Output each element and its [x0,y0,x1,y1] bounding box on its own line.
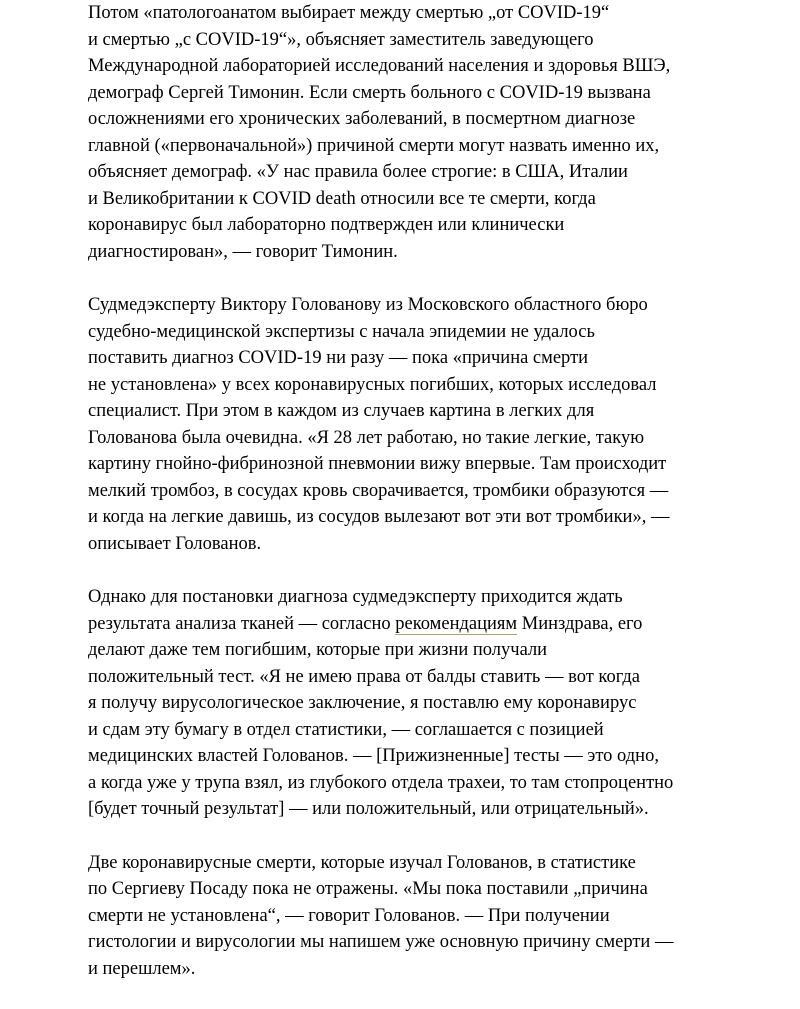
recommendations-link[interactable]: рекомендациям [395,613,518,634]
text-line: Потом «патологоанатом выбирает между смертью „от COVID-19“ [88,3,610,23]
text-line: осложнениями его хронических заболеваний, в посмертном диагнозе [88,109,636,129]
text-line: Две коронавирусные смерти, которые изучал Голованов, в статистике [88,852,636,873]
text-line: специалист. При этом в каждом из случаев картина в легких для [88,401,595,421]
text-line: демограф Сергей Тимонин. Если смерть больного с COVID-19 вызвана [88,82,651,103]
text-line: судебно-медицинской экспертизы с начала эпидемии не удалось [88,321,595,342]
text-line: и смертью „с COVID-19“», объясняет заместитель заведующего [88,29,594,50]
paragraph-2 [88,292,728,557]
text-line: я получу вирусологическое заключение, я поставлю ему коронавирус [88,693,637,713]
text-line: и перешлем». [88,958,196,979]
text-line: главной («первоначальной») причиной смерти могут назвать именно их, [88,135,660,156]
text-line: не установлена» у всех коронавирусных погибших, которых исследовал [88,374,657,395]
text-line: поставить диагноз COVID-19 ни разу — пока «причина смерти [88,348,589,368]
text-line: медицинских властей Голованов. — [Прижизненные] тесты — это одно, [88,746,659,766]
text-line: и Великобритании к COVID death относили все те смерти, когда [88,188,596,209]
article-body [88,0,728,1009]
text-line-with-link [88,611,728,638]
text-line: картину гнойно-фибринозной пневмонии вижу впервые. Там происходит [88,454,667,474]
text-line: гистологии и вирусологии мы напишем уже основную причину смерти — [88,932,674,952]
text-line: Судмедэксперту Виктору Голованову из Московского областного бюро [88,295,648,315]
paragraph-1 [88,0,728,265]
text-line: [будет точный результат] — или положительный, или отрицательный». [88,799,649,819]
text-line: мелкий тромбоз, в сосудах кровь сворачивается, тромбики образуются — [88,480,669,501]
text-fragment: Минздрава, его [517,613,643,634]
text-line: диагностирован», — говорит Тимонин. [88,241,398,262]
text-line: описывает Голованов. [88,533,262,554]
text-line: объясняет демограф. «У нас правила более строгие: в США, Италии [88,162,628,182]
text-line: и когда на легкие давишь, из сосудов вылезают вот эти вот тромбики», — [88,507,670,527]
text-line: делают даже тем погибшим, которые при жизни получали [88,640,548,660]
paragraph-4 [88,850,728,983]
text-line: смерти не установлена“, — говорит Голованов. — При получении [88,905,610,926]
text-fragment: результата анализа тканей — согласно [88,613,396,634]
paragraph-3 [88,584,728,823]
text-line: и сдам эту бумагу в отдел статистики, — соглашается с позицией [88,719,604,740]
text-line: коронавирус был лабораторно подтвержден или клинически [88,215,565,235]
text-line: положительный тест. «Я не имею права от балды ставить — вот когда [88,666,641,687]
text-line: а когда уже у трупа взял, из глубокого отдела трахеи, то там стопроцентно [88,772,674,793]
text-line: Международной лабораторией исследований населения и здоровья ВШЭ, [88,56,671,76]
text-line: Голованова была очевидна. «Я 28 лет работаю, но такие легкие, такую [88,427,645,448]
text-line: по Сергиеву Посаду пока не отражены. «Мы пока поставили „причина [88,879,648,899]
text-line: Однако для постановки диагноза судмедэксперту приходится ждать [88,587,623,607]
